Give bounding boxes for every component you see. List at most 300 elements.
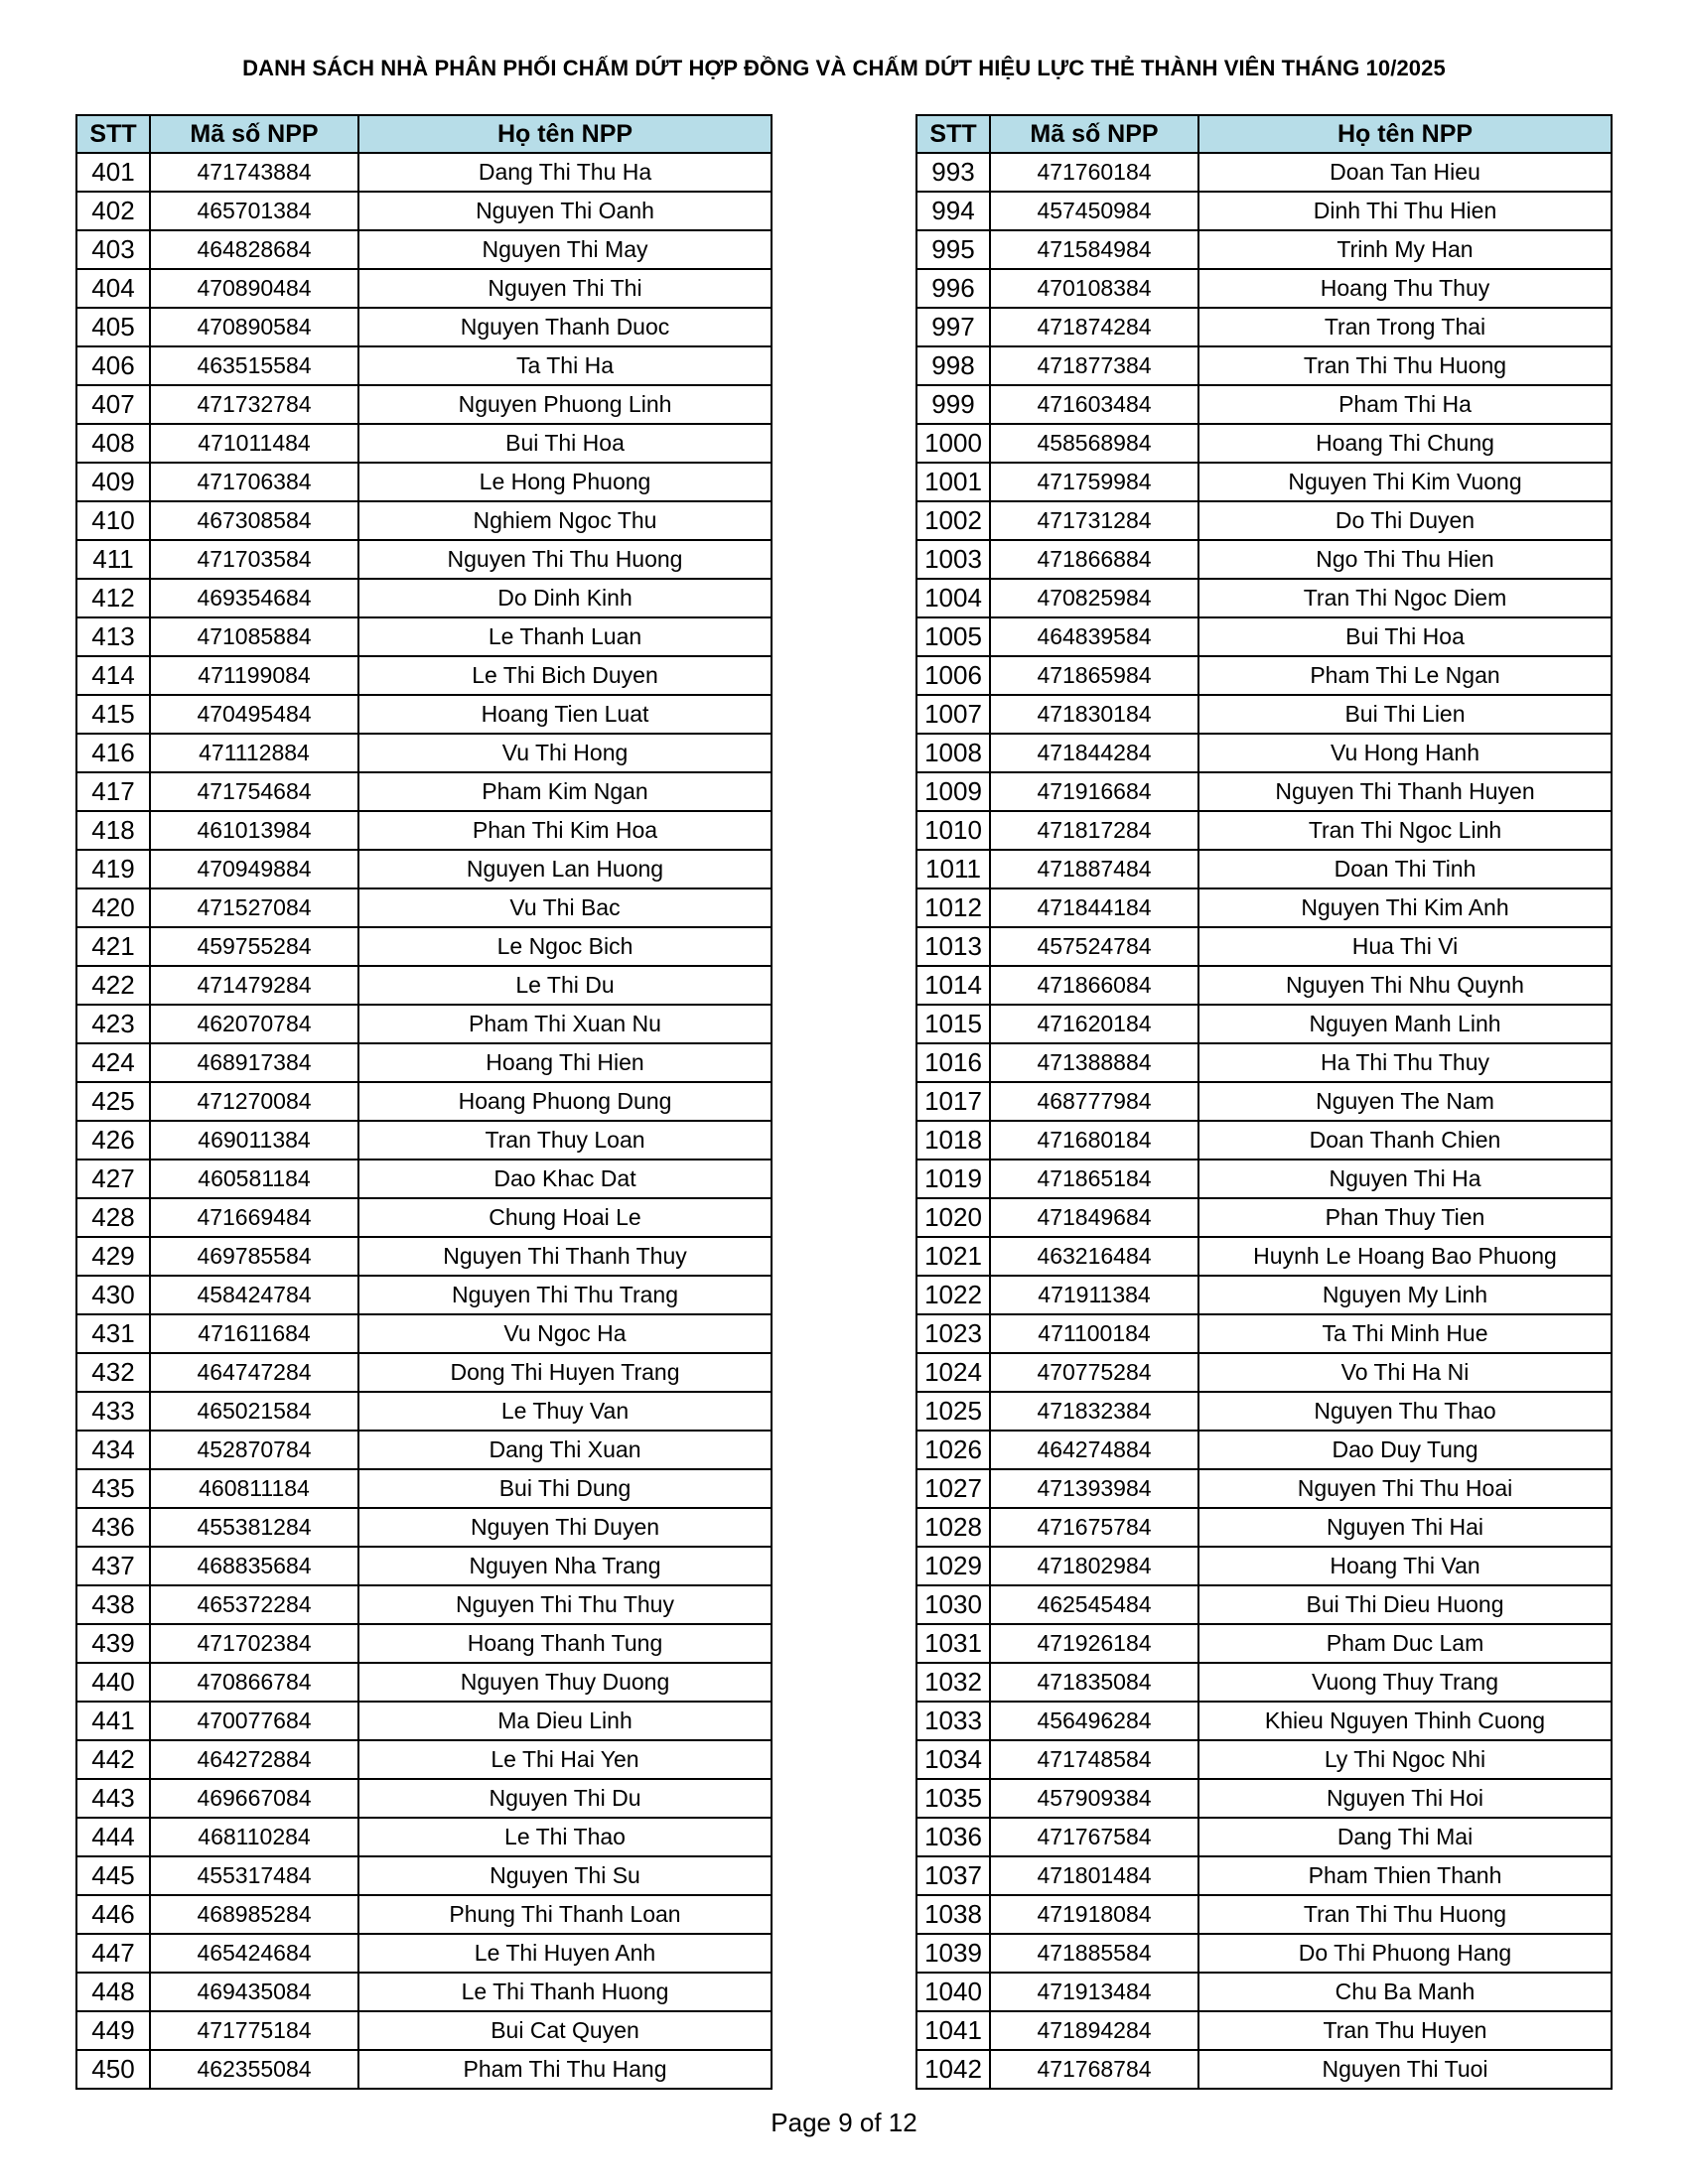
distributor-code-cell: 470949884 — [150, 850, 358, 888]
row-number-cell: 432 — [76, 1353, 150, 1392]
distributor-code-cell: 471866884 — [990, 540, 1198, 579]
table-row — [916, 1276, 1612, 1314]
table-header-row — [76, 115, 772, 153]
distributor-code-cell: 452870784 — [150, 1431, 358, 1469]
table-row — [76, 695, 772, 734]
table-row — [76, 463, 772, 501]
table-row — [916, 2050, 1612, 2089]
row-number-cell: 996 — [916, 269, 990, 308]
distributor-name-cell: Nguyen Thi Duyen — [358, 1508, 772, 1547]
distributor-code-cell: 471620184 — [990, 1005, 1198, 1043]
row-number-cell: 997 — [916, 308, 990, 346]
distributor-code-cell: 471754684 — [150, 772, 358, 811]
row-number-cell: 1034 — [916, 1740, 990, 1779]
distributor-name-cell: Ma Dieu Linh — [358, 1702, 772, 1740]
table-row — [76, 1818, 772, 1856]
distributor-code-cell: 469354684 — [150, 579, 358, 617]
distributor-code-cell: 461013984 — [150, 811, 358, 850]
column-header-stt: STT — [916, 115, 990, 153]
distributor-name-cell: Pham Thi Thu Hang — [358, 2050, 772, 2089]
table-row — [916, 1043, 1612, 1082]
distributor-code-cell: 457524784 — [990, 927, 1198, 966]
distributor-name-cell: Le Ngoc Bich — [358, 927, 772, 966]
row-number-cell: 406 — [76, 346, 150, 385]
distributor-name-cell: Phan Thi Kim Hoa — [358, 811, 772, 850]
distributor-name-cell: Nguyen Thu Thao — [1198, 1392, 1612, 1431]
distributor-code-cell: 471759984 — [990, 463, 1198, 501]
table-row — [916, 501, 1612, 540]
table-row — [916, 385, 1612, 424]
distributor-code-cell: 465372284 — [150, 1585, 358, 1624]
distributor-table-left — [75, 114, 773, 2090]
distributor-name-cell: Le Thi Du — [358, 966, 772, 1005]
row-number-cell: 1036 — [916, 1818, 990, 1856]
table-row — [916, 1121, 1612, 1160]
distributor-code-cell: 456496284 — [990, 1702, 1198, 1740]
table-row — [76, 1934, 772, 1973]
document-title: DANH SÁCH NHÀ PHÂN PHỐI CHẤM DỨT HỢP ĐỒNG VÀ CHẤM DỨT HIỆU LỰC THẺ THÀNH VIÊN THÁNG 10/2025 — [242, 56, 1446, 80]
distributor-name-cell: Nguyen Thi Thu Hoai — [1198, 1469, 1612, 1508]
row-number-cell: 1038 — [916, 1895, 990, 1934]
distributor-code-cell: 471911384 — [990, 1276, 1198, 1314]
row-number-cell: 401 — [76, 153, 150, 192]
row-number-cell: 1006 — [916, 656, 990, 695]
distributor-name-cell: Dao Khac Dat — [358, 1160, 772, 1198]
distributor-name-cell: Ha Thi Thu Thuy — [1198, 1043, 1612, 1082]
row-number-cell: 1004 — [916, 579, 990, 617]
row-number-cell: 403 — [76, 230, 150, 269]
distributor-code-cell: 471527084 — [150, 888, 358, 927]
distributor-name-cell: Tran Thi Thu Huong — [1198, 346, 1612, 385]
row-number-cell: 425 — [76, 1082, 150, 1121]
table-row — [916, 1353, 1612, 1392]
row-number-cell: 438 — [76, 1585, 150, 1624]
row-number-cell: 1032 — [916, 1663, 990, 1702]
column-header-code: Mã số NPP — [150, 115, 358, 153]
row-number-cell: 426 — [76, 1121, 150, 1160]
row-number-cell: 1027 — [916, 1469, 990, 1508]
distributor-name-cell: Trinh My Han — [1198, 230, 1612, 269]
table-row — [76, 153, 772, 192]
row-number-cell: 408 — [76, 424, 150, 463]
table-row — [76, 617, 772, 656]
distributor-code-cell: 463216484 — [990, 1237, 1198, 1276]
distributor-code-cell: 468777984 — [990, 1082, 1198, 1121]
distributor-name-cell: Ta Thi Ha — [358, 346, 772, 385]
table-row — [76, 1431, 772, 1469]
row-number-cell: 439 — [76, 1624, 150, 1663]
table-row — [916, 1663, 1612, 1702]
distributor-name-cell: Doan Tan Hieu — [1198, 153, 1612, 192]
distributor-code-cell: 457450984 — [990, 192, 1198, 230]
row-number-cell: 422 — [76, 966, 150, 1005]
distributor-code-cell: 471011484 — [150, 424, 358, 463]
row-number-cell: 415 — [76, 695, 150, 734]
table-row — [916, 1973, 1612, 2011]
distributor-name-cell: Tran Thi Thu Huong — [1198, 1895, 1612, 1934]
table-row — [76, 2050, 772, 2089]
distributor-name-cell: Dang Thi Mai — [1198, 1818, 1612, 1856]
row-number-cell: 414 — [76, 656, 150, 695]
distributor-name-cell: Dao Duy Tung — [1198, 1431, 1612, 1469]
row-number-cell: 447 — [76, 1934, 150, 1973]
table-row — [916, 734, 1612, 772]
table-row — [916, 695, 1612, 734]
table-row — [76, 1353, 772, 1392]
row-number-cell: 1026 — [916, 1431, 990, 1469]
distributor-name-cell: Hoang Thi Van — [1198, 1547, 1612, 1585]
distributor-name-cell: Pham Thi Le Ngan — [1198, 656, 1612, 695]
distributor-name-cell: Hoang Thu Thuy — [1198, 269, 1612, 308]
distributor-name-cell: Le Thi Bich Duyen — [358, 656, 772, 695]
table-row — [916, 811, 1612, 850]
distributor-name-cell: Le Thi Thao — [358, 1818, 772, 1856]
distributor-name-cell: Tran Thi Ngoc Linh — [1198, 811, 1612, 850]
row-number-cell: 402 — [76, 192, 150, 230]
table-row — [76, 192, 772, 230]
distributor-code-cell: 460811184 — [150, 1469, 358, 1508]
distributor-name-cell: Dang Thi Thu Ha — [358, 153, 772, 192]
table-row — [916, 1624, 1612, 1663]
table-row — [76, 308, 772, 346]
row-number-cell: 1033 — [916, 1702, 990, 1740]
distributor-name-cell: Nguyen Thi Hoi — [1198, 1779, 1612, 1818]
row-number-cell: 416 — [76, 734, 150, 772]
table-row — [916, 153, 1612, 192]
row-number-cell: 1023 — [916, 1314, 990, 1353]
table-row — [916, 1856, 1612, 1895]
distributor-code-cell: 471830184 — [990, 695, 1198, 734]
distributor-name-cell: Dong Thi Huyen Trang — [358, 1353, 772, 1392]
distributor-code-cell: 471835084 — [990, 1663, 1198, 1702]
distributor-name-cell: Nguyen Thi Ha — [1198, 1160, 1612, 1198]
distributor-name-cell: Dang Thi Xuan — [358, 1431, 772, 1469]
distributor-name-cell: Doan Thi Tinh — [1198, 850, 1612, 888]
row-number-cell: 450 — [76, 2050, 150, 2089]
table-row — [916, 579, 1612, 617]
distributor-code-cell: 471767584 — [990, 1818, 1198, 1856]
distributor-code-cell: 463515584 — [150, 346, 358, 385]
row-number-cell: 1005 — [916, 617, 990, 656]
distributor-name-cell: Tran Thuy Loan — [358, 1121, 772, 1160]
row-number-cell: 1016 — [916, 1043, 990, 1082]
table-row — [916, 346, 1612, 385]
distributor-code-cell: 471611684 — [150, 1314, 358, 1353]
distributor-code-cell: 469667084 — [150, 1779, 358, 1818]
table-row — [916, 1198, 1612, 1237]
table-row — [76, 772, 772, 811]
table-row — [76, 1392, 772, 1431]
row-number-cell: 998 — [916, 346, 990, 385]
distributor-name-cell: Tran Trong Thai — [1198, 308, 1612, 346]
row-number-cell: 1021 — [916, 1237, 990, 1276]
row-number-cell: 413 — [76, 617, 150, 656]
distributor-name-cell: Hoang Tien Luat — [358, 695, 772, 734]
table-row — [916, 192, 1612, 230]
table-row — [916, 424, 1612, 463]
table-row — [76, 2011, 772, 2050]
distributor-name-cell: Bui Thi Dung — [358, 1469, 772, 1508]
table-row — [916, 1508, 1612, 1547]
distributor-code-cell: 465021584 — [150, 1392, 358, 1431]
distributor-name-cell: Nguyen My Linh — [1198, 1276, 1612, 1314]
row-number-cell: 430 — [76, 1276, 150, 1314]
distributor-code-cell: 468835684 — [150, 1547, 358, 1585]
distributor-name-cell: Le Thi Hai Yen — [358, 1740, 772, 1779]
distributor-code-cell: 471844284 — [990, 734, 1198, 772]
distributor-name-cell: Le Thuy Van — [358, 1392, 772, 1431]
distributor-name-cell: Huynh Le Hoang Bao Phuong — [1198, 1237, 1612, 1276]
row-number-cell: 421 — [76, 927, 150, 966]
distributor-name-cell: Nguyen Thuy Duong — [358, 1663, 772, 1702]
column-header-code: Mã số NPP — [990, 115, 1198, 153]
table-row — [916, 2011, 1612, 2050]
distributor-code-cell: 471702384 — [150, 1624, 358, 1663]
distributor-name-cell: Nguyen Thi Hai — [1198, 1508, 1612, 1547]
row-number-cell: 410 — [76, 501, 150, 540]
distributor-code-cell: 471877384 — [990, 346, 1198, 385]
distributor-code-cell: 471760184 — [990, 153, 1198, 192]
row-number-cell: 446 — [76, 1895, 150, 1934]
distributor-code-cell: 471706384 — [150, 463, 358, 501]
distributor-code-cell: 471887484 — [990, 850, 1198, 888]
table-row — [916, 1779, 1612, 1818]
distributor-name-cell: Bui Thi Hoa — [358, 424, 772, 463]
row-number-cell: 1010 — [916, 811, 990, 850]
table-row — [76, 734, 772, 772]
distributor-name-cell: Vu Thi Hong — [358, 734, 772, 772]
distributor-name-cell: Do Dinh Kinh — [358, 579, 772, 617]
distributor-name-cell: Le Thi Thanh Huong — [358, 1973, 772, 2011]
distributor-code-cell: 471801484 — [990, 1856, 1198, 1895]
distributor-name-cell: Nguyen Thi Thu Huong — [358, 540, 772, 579]
table-row — [916, 463, 1612, 501]
table-row — [76, 269, 772, 308]
distributor-name-cell: Nguyen Thanh Duoc — [358, 308, 772, 346]
distributor-code-cell: 464747284 — [150, 1353, 358, 1392]
distributor-code-cell: 471832384 — [990, 1392, 1198, 1431]
row-number-cell: 1001 — [916, 463, 990, 501]
distributor-code-cell: 458568984 — [990, 424, 1198, 463]
column-header-stt: STT — [76, 115, 150, 153]
distributor-code-cell: 471112884 — [150, 734, 358, 772]
row-number-cell: 405 — [76, 308, 150, 346]
row-number-cell: 412 — [76, 579, 150, 617]
distributor-code-cell: 471865184 — [990, 1160, 1198, 1198]
row-number-cell: 429 — [76, 1237, 150, 1276]
distributor-code-cell: 471768784 — [990, 2050, 1198, 2089]
table-row — [916, 966, 1612, 1005]
row-number-cell: 1017 — [916, 1082, 990, 1121]
distributor-code-cell: 471270084 — [150, 1082, 358, 1121]
distributor-name-cell: Bui Thi Lien — [1198, 695, 1612, 734]
row-number-cell: 1020 — [916, 1198, 990, 1237]
distributor-name-cell: Pham Thi Ha — [1198, 385, 1612, 424]
table-row — [916, 1818, 1612, 1856]
distributor-code-cell: 471817284 — [990, 811, 1198, 850]
table-row — [916, 540, 1612, 579]
row-number-cell: 1028 — [916, 1508, 990, 1547]
distributor-name-cell: Nguyen Nha Trang — [358, 1547, 772, 1585]
distributor-name-cell: Nguyen Thi Su — [358, 1856, 772, 1895]
distributor-name-cell: Le Hong Phuong — [358, 463, 772, 501]
distributor-code-cell: 471393984 — [990, 1469, 1198, 1508]
distributor-code-cell: 464274884 — [990, 1431, 1198, 1469]
distributor-code-cell: 471680184 — [990, 1121, 1198, 1160]
distributor-code-cell: 468985284 — [150, 1895, 358, 1934]
row-number-cell: 1011 — [916, 850, 990, 888]
table-row — [916, 888, 1612, 927]
distributor-code-cell: 462355084 — [150, 2050, 358, 2089]
row-number-cell: 994 — [916, 192, 990, 230]
row-number-cell: 1031 — [916, 1624, 990, 1663]
distributor-code-cell: 470825984 — [990, 579, 1198, 617]
row-number-cell: 1013 — [916, 927, 990, 966]
table-row — [76, 1856, 772, 1895]
table-row — [76, 1663, 772, 1702]
row-number-cell: 1000 — [916, 424, 990, 463]
row-number-cell: 1015 — [916, 1005, 990, 1043]
row-number-cell: 1008 — [916, 734, 990, 772]
table-row — [76, 1082, 772, 1121]
distributor-code-cell: 471584984 — [990, 230, 1198, 269]
table-row — [916, 656, 1612, 695]
row-number-cell: 435 — [76, 1469, 150, 1508]
distributor-code-cell: 469435084 — [150, 1973, 358, 2011]
table-row — [76, 1469, 772, 1508]
distributor-name-cell: Hoang Phuong Dung — [358, 1082, 772, 1121]
distributor-table-right — [915, 114, 1613, 2090]
distributor-name-cell: Nguyen Lan Huong — [358, 850, 772, 888]
row-number-cell: 404 — [76, 269, 150, 308]
distributor-code-cell: 469011384 — [150, 1121, 358, 1160]
column-header-name: Họ tên NPP — [1198, 115, 1612, 153]
table-row — [76, 811, 772, 850]
distributor-name-cell: Tran Thi Ngoc Diem — [1198, 579, 1612, 617]
table-row — [76, 888, 772, 927]
table-row — [916, 1005, 1612, 1043]
row-number-cell: 1037 — [916, 1856, 990, 1895]
row-number-cell: 1040 — [916, 1973, 990, 2011]
distributor-code-cell: 471731284 — [990, 501, 1198, 540]
row-number-cell: 427 — [76, 1160, 150, 1198]
row-number-cell: 419 — [76, 850, 150, 888]
table-row — [916, 1895, 1612, 1934]
page-number: Page 9 of 12 — [771, 2108, 917, 2137]
row-number-cell: 1002 — [916, 501, 990, 540]
row-number-cell: 441 — [76, 1702, 150, 1740]
distributor-name-cell: Bui Thi Dieu Huong — [1198, 1585, 1612, 1624]
table-row — [76, 850, 772, 888]
distributor-name-cell: Nguyen Thi Thu Thuy — [358, 1585, 772, 1624]
distributor-code-cell: 470890484 — [150, 269, 358, 308]
distributor-code-cell: 471916684 — [990, 772, 1198, 811]
table-row — [916, 1547, 1612, 1585]
table-header-row — [916, 115, 1612, 153]
distributor-name-cell: Hoang Thi Chung — [1198, 424, 1612, 463]
distributor-code-cell: 471388884 — [990, 1043, 1198, 1082]
distributor-code-cell: 462070784 — [150, 1005, 358, 1043]
distributor-name-cell: Tran Thu Huyen — [1198, 2011, 1612, 2050]
distributor-code-cell: 465701384 — [150, 192, 358, 230]
distributor-code-cell: 471669484 — [150, 1198, 358, 1237]
distributor-code-cell: 464828684 — [150, 230, 358, 269]
row-number-cell: 437 — [76, 1547, 150, 1585]
table-row — [916, 1431, 1612, 1469]
distributor-code-cell: 470108384 — [990, 269, 1198, 308]
table-row — [916, 1314, 1612, 1353]
row-number-cell: 993 — [916, 153, 990, 192]
distributor-code-cell: 459755284 — [150, 927, 358, 966]
distributor-code-cell: 467308584 — [150, 501, 358, 540]
row-number-cell: 428 — [76, 1198, 150, 1237]
row-number-cell: 1018 — [916, 1121, 990, 1160]
distributor-name-cell: Vo Thi Ha Ni — [1198, 1353, 1612, 1392]
distributor-code-cell: 471775184 — [150, 2011, 358, 2050]
distributor-code-cell: 471748584 — [990, 1740, 1198, 1779]
row-number-cell: 436 — [76, 1508, 150, 1547]
distributor-code-cell: 471844184 — [990, 888, 1198, 927]
table-row — [76, 927, 772, 966]
distributor-name-cell: Chu Ba Manh — [1198, 1973, 1612, 2011]
distributor-code-cell: 470495484 — [150, 695, 358, 734]
row-number-cell: 448 — [76, 1973, 150, 2011]
table-row — [916, 1469, 1612, 1508]
distributor-name-cell: Nguyen Thi Thanh Huyen — [1198, 772, 1612, 811]
distributor-name-cell: Vu Hong Hanh — [1198, 734, 1612, 772]
row-number-cell: 1024 — [916, 1353, 990, 1392]
distributor-name-cell: Doan Thanh Chien — [1198, 1121, 1612, 1160]
row-number-cell: 1042 — [916, 2050, 990, 2089]
column-header-name: Họ tên NPP — [358, 115, 772, 153]
distributor-name-cell: Ta Thi Minh Hue — [1198, 1314, 1612, 1353]
distributor-code-cell: 458424784 — [150, 1276, 358, 1314]
row-number-cell: 995 — [916, 230, 990, 269]
distributor-code-cell: 471894284 — [990, 2011, 1198, 2050]
distributor-name-cell: Nguyen Manh Linh — [1198, 1005, 1612, 1043]
row-number-cell: 445 — [76, 1856, 150, 1895]
table-row — [916, 1082, 1612, 1121]
table-row — [76, 966, 772, 1005]
row-number-cell: 1012 — [916, 888, 990, 927]
row-number-cell: 442 — [76, 1740, 150, 1779]
distributor-name-cell: Chung Hoai Le — [358, 1198, 772, 1237]
distributor-code-cell: 460581184 — [150, 1160, 358, 1198]
distributor-name-cell: Ly Thi Ngoc Nhi — [1198, 1740, 1612, 1779]
row-number-cell: 1039 — [916, 1934, 990, 1973]
distributor-name-cell: Pham Kim Ngan — [358, 772, 772, 811]
distributor-code-cell: 471199084 — [150, 656, 358, 695]
distributor-code-cell: 468110284 — [150, 1818, 358, 1856]
table-row — [76, 1121, 772, 1160]
distributor-code-cell: 464839584 — [990, 617, 1198, 656]
table-row — [916, 927, 1612, 966]
distributor-name-cell: Vu Ngoc Ha — [358, 1314, 772, 1353]
row-number-cell: 1035 — [916, 1779, 990, 1818]
distributor-code-cell: 471865984 — [990, 656, 1198, 695]
distributor-code-cell: 471866084 — [990, 966, 1198, 1005]
table-row — [76, 579, 772, 617]
table-row — [916, 772, 1612, 811]
distributor-name-cell: Hua Thi Vi — [1198, 927, 1612, 966]
distributor-code-cell: 471100184 — [990, 1314, 1198, 1353]
row-number-cell: 443 — [76, 1779, 150, 1818]
distributor-code-cell: 471918084 — [990, 1895, 1198, 1934]
distributor-name-cell: Pham Thi Xuan Nu — [358, 1005, 772, 1043]
row-number-cell: 440 — [76, 1663, 150, 1702]
table-row — [76, 424, 772, 463]
distributor-name-cell: Hoang Thanh Tung — [358, 1624, 772, 1663]
